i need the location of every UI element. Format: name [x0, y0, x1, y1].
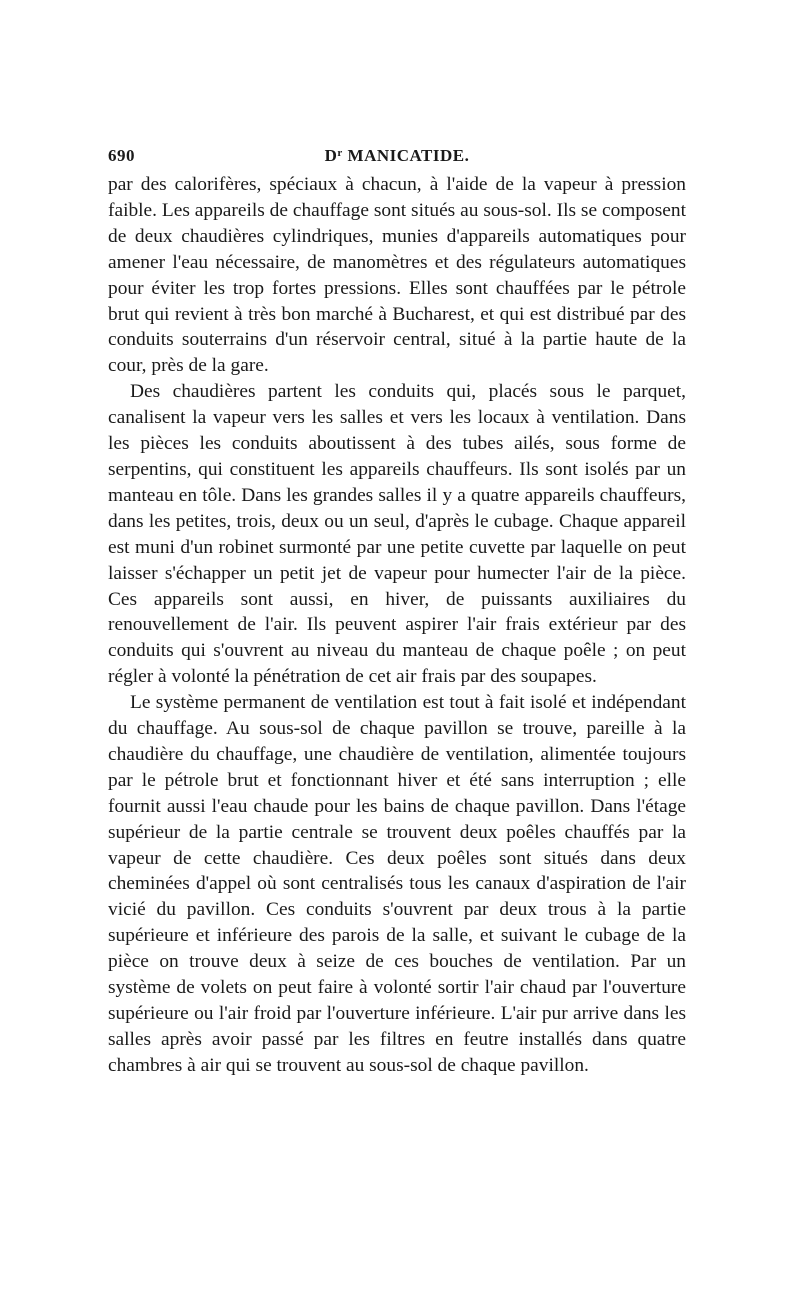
author-prefix: D	[324, 146, 338, 165]
paragraph-2: Des chaudières partent les conduits qui, placés sous le parquet, canalisent la vapeur vers les salles et vers les locaux à ventilation. Dans les pièces les conduits aboutissent à des tubes ailés, sous forme de serpentins, qui constituent les appareils chauffeurs. Ils sont isolés par un manteau en tôle. Dans les grandes salles il y a quatre appareils chauffeurs, dans les petites, trois, deux ou un seul, d'après le cubage. Chaque appareil est muni d'un robinet surmonté par une petite cuvette par laquelle on peut laisser s'échapper un petit jet de vapeur pour humecter l'air de la pièce. Ces appareils sont aussi, en hiver, de puissants auxiliaires du renouvellement de l'air. Ils peuvent aspirer l'air frais extérieur par des conduits qui s'ouvrent au niveau du manteau de chaque poêle ; on peut régler à volonté la pénétration de cet air frais par des soupapes.	[108, 381, 686, 688]
author-suffix: r	[337, 147, 343, 159]
page-header	[108, 146, 686, 172]
running-head	[108, 146, 686, 166]
book-page	[108, 146, 686, 1079]
paragraph-1: par des calorifères, spéciaux à chacun, à l'aide de la vapeur à pression faible. Les appareils de chauffage sont situés au sous-sol. Ils se composent de deux chaudières cylindriques, munies d'appareils automatiques pour amener l'eau nécessaire, de manomètres et des régulateurs automatiques pour éviter les trop fortes pressions. Elles sont chauffées par le pétrole brut qui revient à très bon marché à Bucharest, et qui est distribué par des conduits souterrains d'un réservoir central, situé à la partie haute de la cour, près de la gare.	[108, 174, 686, 377]
author-name: MANICATIDE.	[347, 146, 470, 165]
body-text	[108, 172, 686, 1079]
paragraph-3: Le système permanent de ventilation est tout à fait isolé et indépendant du chauffage. Au sous-sol de chaque pavillon se trouve, pareille à la chaudière du chauffage, une chaudière de ventilation, alimentée toujours par le pétrole brut et fonctionnant hiver et été sans interruption ; elle fournit aussi l'eau chaude pour les bains de chaque pavillon. Dans l'étage supérieur de la partie centrale se trouvent deux poêles chauffés par la vapeur de cette chaudière. Ces deux poêles sont situés dans deux cheminées d'appel où sont centralisés tous les canaux d'aspiration de l'air vicié du pavillon. Ces conduits s'ouvrent par deux trous à la partie supérieure et inférieure des parois de la salle, et suivant le cubage de la pièce on trouve deux à seize de ces bouches de ventilation. Par un système de volets on peut faire à volonté sortir l'air chaud par l'ouverture supérieure ou l'air froid par l'ouverture inférieure. L'air pur arrive dans les salles après avoir passé par les filtres en feutre installés dans quatre chambres à air qui se trouvent au sous-sol de chaque pavillon.	[108, 692, 686, 1076]
page-number: 690	[108, 146, 135, 165]
